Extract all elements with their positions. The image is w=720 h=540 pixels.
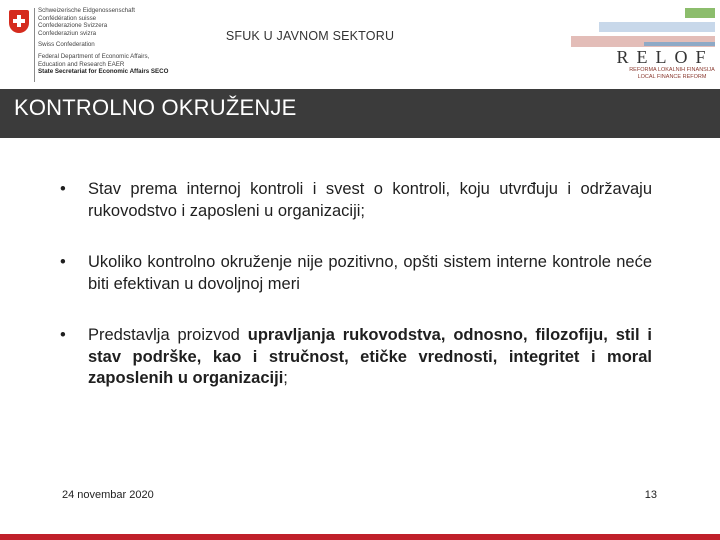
- logo-divider: [34, 8, 35, 82]
- header-title: SFUK U JAVNOM SEKTORU: [225, 29, 395, 43]
- bullet-text-suffix: ;: [283, 369, 288, 387]
- relof-logo: RELOF: [616, 47, 714, 67]
- relof-tagline-line: REFORMA LOKALNIH FINANSIJA: [629, 67, 715, 73]
- swiss-logo-line: Federal Department of Economic Affairs,: [38, 52, 150, 60]
- slide-number: 13: [644, 489, 657, 501]
- swiss-logo-text: [38, 7, 214, 76]
- relof-tagline: [626, 67, 718, 80]
- bullet-text: Ukoliko kontrolno okruženje nije pozitivno, opšti sistem interne kontrole neće biti efektivan u dovoljnoj meri: [88, 253, 652, 293]
- swiss-logo-line: Confederazione Svizzera: [38, 22, 108, 30]
- decorative-bar-steel: [644, 42, 715, 46]
- swiss-confederation-logo: [6, 4, 216, 86]
- decorative-bar-green: [685, 8, 715, 18]
- swiss-logo-line: State Secretariat for Economic Affairs SECO: [38, 68, 169, 76]
- bullet-list: [60, 179, 652, 390]
- decorative-bar-blue: [599, 22, 715, 32]
- bullet-marker: •: [60, 326, 66, 344]
- bottom-accent-bar: [0, 534, 720, 540]
- bullet-text-prefix: Predstavlja proizvod: [88, 326, 248, 344]
- slide-title: KONTROLNO OKRUŽENJE: [14, 95, 297, 120]
- bullet-text-bold: upravljanja rukovodstva, odnosno, filozofiju, stil i stav podrške, kao i stručnost, etičke vrednosti, integritet i moral zaposlenih u organizaciji: [88, 326, 652, 387]
- bullet-item: [60, 325, 652, 390]
- swiss-logo-line: Swiss Confederation: [38, 41, 95, 49]
- swiss-cross-icon: [9, 10, 29, 33]
- relof-tagline-line: LOCAL FINANCE REFORM: [637, 73, 707, 80]
- bullet-text: Stav prema internoj kontroli i svest o kontroli, koju utvrđuju i održavaju rukovodstvo i zaposleni u organizaciji;: [88, 180, 652, 220]
- bullet-item: [60, 179, 652, 222]
- swiss-logo-line: Education and Research EAER: [38, 60, 125, 68]
- swiss-logo-line: Schweizerische Eidgenossenschaft: [38, 7, 135, 14]
- swiss-logo-line: Confédération suisse: [38, 14, 97, 22]
- swiss-logo-line: Confederaziun svizra: [38, 29, 97, 37]
- footer-date: 24 novembar 2020: [62, 489, 154, 501]
- bullet-marker: •: [60, 253, 66, 271]
- bullet-marker: •: [60, 180, 66, 198]
- bullet-item: [60, 252, 652, 295]
